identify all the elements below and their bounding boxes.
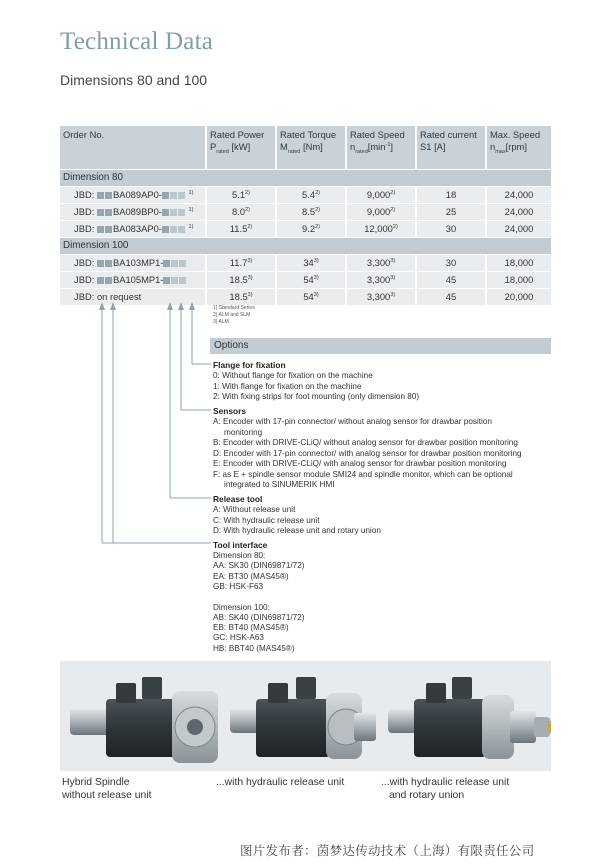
section-label: Dimension 80: [60, 170, 551, 187]
option-tool-heading: Tool interface: [213, 540, 268, 550]
spindle-image-1: [70, 677, 218, 763]
option-line: GC: HSK-A63: [213, 633, 264, 643]
rated-current-cell: 30: [416, 221, 486, 238]
option-line: 1: With flange for fixation on the machine: [213, 381, 362, 391]
spindle-image-3: [388, 677, 551, 759]
rated-power-cell: 18.5$^{3)}$: [206, 289, 276, 306]
spindle-illustrations: [60, 661, 551, 771]
footer-publisher: 图片发布者：茵梦达传动技术（上海）有限责任公司: [240, 844, 535, 858]
rated-speed-cell: 9,000$^{2)}$: [346, 204, 416, 221]
options-header: Options: [210, 338, 551, 354]
rated-power-cell: 8.0$^{2)}$: [206, 204, 276, 221]
option-line: F: as E + spindle sensor module SMI24 and spindle monitor, which can be optional: [213, 469, 513, 479]
rated-current-cell: 18: [416, 187, 486, 204]
order-number: JBD: BA103MP1-: [60, 255, 206, 272]
rated-current-cell: 45: [416, 289, 486, 306]
max-speed-cell: 24,000: [486, 187, 551, 204]
max-speed-cell: 18,000: [486, 272, 551, 289]
option-line: D: Encoder with 17-pin connector/ with analog sensor for drawbar position monitoring: [213, 448, 522, 458]
rated-power-cell: 5.1$^{2)}$: [206, 187, 276, 204]
footnote-2: 2) ALM and SLM: [213, 312, 251, 318]
caption-2: ...with hydraulic release unit: [216, 777, 345, 788]
header-max-speed: Max. Speed $n_{max}[rpm]$: [486, 126, 551, 170]
rated-current-cell: 45: [416, 272, 486, 289]
rated-torque-cell: 34$^{3)}$: [276, 255, 346, 272]
option-line: E: Encoder with DRIVE-CLiQ/ with analog sensor for drawbar position monitoring: [213, 459, 507, 468]
rated-current-cell: 25: [416, 204, 486, 221]
option-line: Dimension 80:: [213, 551, 266, 560]
rated-speed-cell: 12,000$^{2)}$: [346, 221, 416, 238]
order-number: JBD: BA083AP0- $^{1)}$: [60, 221, 206, 238]
order-number: JBD: BA105MP1-: [60, 272, 206, 289]
max-speed-cell: 24,000: [486, 204, 551, 221]
rated-speed-cell: 3,300$^{3)}$: [346, 272, 416, 289]
option-line: GB: HSK-F63: [213, 581, 264, 591]
header-speed: Rated Speed $n_{rated}[\min^{-1}]$: [346, 126, 416, 170]
rated-power-cell: 18.5$^{3)}$: [206, 272, 276, 289]
option-line: EB: BT40 (MAS45®): [213, 623, 289, 633]
option-line: EA: BT30 (MAS45®): [213, 571, 289, 581]
spindle-photo-band: [60, 661, 551, 771]
page-subtitle: Dimensions 80 and 100: [60, 72, 208, 88]
order-number: JBD: BA089AP0- $^{1)}$: [60, 187, 206, 204]
rated-power-cell: 11.5$^{2)}$: [206, 221, 276, 238]
option-line: AB: SK40 (DIN69871/72): [213, 612, 305, 622]
rated-speed-cell: 3,300$^{3)}$: [346, 255, 416, 272]
option-line: D: With hydraulic release unit and rotary union: [213, 526, 381, 535]
rated-torque-cell: 54$^{3)}$: [276, 289, 346, 306]
caption-3: ...with hydraulic release unit and rotary union: [381, 777, 510, 801]
rated-torque-cell: 9.2$^{2)}$: [276, 221, 346, 238]
order-number: JBD: on request: [60, 289, 206, 306]
option-line: 2: With fixing strips for foot mounting (only dimension 80): [213, 392, 420, 401]
section-label: Dimension 100: [60, 238, 551, 255]
max-speed-cell: 20,000: [486, 289, 551, 306]
page-title: Technical Data: [60, 28, 214, 55]
option-flange-heading: Flange for fixation: [213, 360, 286, 370]
footnote-1: 1) Standard Series: [213, 305, 255, 311]
option-sensors-heading: Sensors: [213, 406, 247, 416]
option-line: Dimension 100:: [213, 602, 270, 612]
rated-torque-cell: 5.4$^{2)}$: [276, 187, 346, 204]
rated-power-cell: 11.7$^{3)}$: [206, 255, 276, 272]
option-line: C: With hydraulic release unit: [213, 515, 320, 525]
max-speed-cell: 24,000: [486, 221, 551, 238]
header-order: Order No.: [60, 126, 206, 170]
max-speed-cell: 18,000: [486, 255, 551, 272]
footnote-3: 3) ALM: [213, 319, 229, 325]
order-number: JBD: BA089BP0- $^{1)}$: [60, 204, 206, 221]
option-line: HB: BBT40 (MAS45®): [213, 643, 295, 653]
caption-1: Hybrid Spindle without release unit: [62, 777, 152, 801]
rated-current-cell: 30: [416, 255, 486, 272]
option-line: monitoring: [224, 427, 263, 437]
option-line: integrated to SINUMERIK HMI: [224, 480, 335, 489]
option-line: B: Encoder with DRIVE-CLiQ/ without analog sensor for drawbar position monitoring: [213, 438, 518, 447]
option-line: A: Encoder with 17-pin connector/ without analog sensor for drawbar position: [213, 417, 492, 426]
rated-speed-cell: 9,000$^{2)}$: [346, 187, 416, 204]
header-torque: Rated Torque $M_{rated}$ [Nm]: [276, 126, 346, 170]
rated-speed-cell: 3,300$^{3)}$: [346, 289, 416, 306]
option-release-heading: Release tool: [213, 494, 263, 504]
option-line: A: Without release unit: [213, 505, 296, 514]
rated-torque-cell: 8.5$^{2)}$: [276, 204, 346, 221]
header-power: Rated Power $P_{rated}$ [kW]: [206, 126, 276, 170]
header-current: Rated current S1 [A]: [416, 126, 486, 170]
option-line: 0: Without flange for fixation on the machine: [213, 371, 373, 380]
spindle-image-2: [230, 677, 376, 759]
rated-torque-cell: 54$^{3)}$: [276, 272, 346, 289]
option-line: AA: SK30 (DIN69871/72): [213, 561, 305, 571]
